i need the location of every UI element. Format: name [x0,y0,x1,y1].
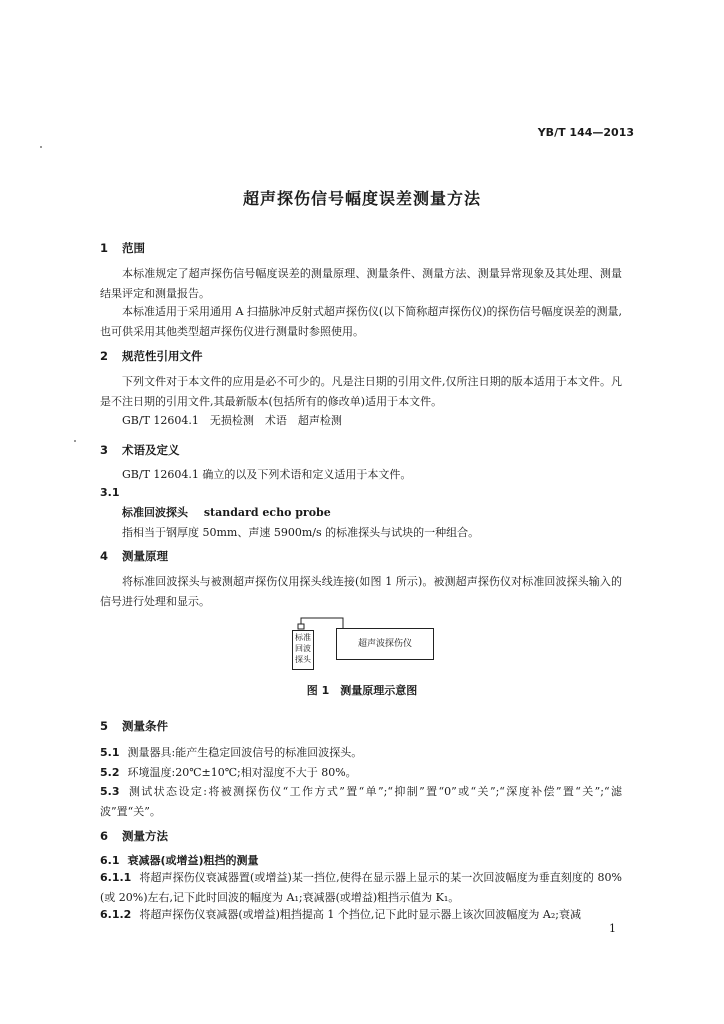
clause-6-1-2-text: 将超声探伤仪衰减器(或增益)粗挡提高 1 个挡位,记下此时显示器上该次回波幅度为 A₂;衰减 [139,908,581,921]
clause-5-3 [100,782,622,822]
standard-number: YB/T 144—2013 [537,126,634,139]
section-5-title: 测量条件 [122,719,168,733]
section-5-number: 5 [100,719,109,733]
clause-6-1-number: 6.1 [100,854,120,867]
clause-5-3-text: 测试状态设定:将被测探伤仪“工作方式”置“单”;“抑制”置“0”或“关”;“深度补偿”置“关”;“滤波”置“关”。 [100,785,622,818]
section-4-number: 4 [100,549,109,563]
section-4-heading [100,548,168,564]
term-3-1-number: 3.1 [100,486,120,499]
clause-6-1-2 [100,906,622,922]
clause-6-1-1-text: 将超声探伤仪衰减器置(或增益)某一挡位,使得在显示器上显示的某一次回波幅度为垂直刻度的 80%(或 20%)左右,记下此时回波的幅度为 A₁;衰减器(或增益)粗挡示值为 K₁。 [100,871,622,904]
section-3-heading [100,442,180,458]
section-3-title: 术语及定义 [122,443,180,457]
section-1-heading [100,240,145,256]
clause-5-2 [100,764,357,780]
ultrasonic-flaw-detector-box: 超声波探伤仪 [336,628,434,660]
clause-5-2-text: 环境温度:20℃±10℃;相对湿度不大于 80%。 [127,766,357,779]
section-1-paragraph-1: 本标准规定了超声探伤信号幅度误差的测量原理、测量条件、测量方法、测量异常现象及其处理、测量结果评定和测量报告。 [100,267,622,300]
clause-6-1-1 [100,868,622,908]
clause-6-1-1-number: 6.1.1 [100,871,132,884]
clause-6-1-heading [100,852,259,868]
section-2-paragraph-1: 下列文件对于本文件的应用是必不可少的。凡是注日期的引用文件,仅所注日期的版本适用于本文件。凡是不注日期的引用文件,其最新版本(包括所有的修改单)适用于本文件。 [100,375,622,408]
scan-speck [40,146,42,148]
standard-echo-probe-box: 标准回波探头 [292,630,314,670]
clause-5-1 [100,744,362,760]
section-1-number: 1 [100,241,109,255]
clause-5-1-number: 5.1 [100,746,120,759]
section-2-heading [100,348,203,364]
document-title: 超声探伤信号幅度误差测量方法 [242,189,481,208]
term-3-1-name [122,504,331,520]
section-6-number: 6 [100,829,109,843]
term-3-1-english: standard echo probe [203,506,331,519]
term-3-1-chinese: 标准回波探头 [122,506,188,519]
section-3-paragraph: GB/T 12604.1 确立的以及下列术语和定义适用于本文件。 [122,468,412,481]
section-1-title: 范围 [122,241,145,255]
section-4-paragraph: 将标准回波探头与被测超声探伤仪用探头线连接(如图 1 所示)。被测超声探伤仪对标准回波探头输入的信号进行处理和显示。 [100,575,622,608]
clause-5-1-text: 测量器具:能产生稳定回波信号的标准回波探头。 [127,746,363,759]
clause-5-3-number: 5.3 [100,785,120,798]
section-2-title: 规范性引用文件 [122,349,203,363]
section-2-number: 2 [100,349,109,363]
clause-6-1-title: 衰减器(或增益)粗挡的测量 [127,854,259,867]
section-4-title: 测量原理 [122,549,168,563]
section-6-heading [100,828,168,844]
scan-speck [74,440,76,442]
section-6-title: 测量方法 [122,829,168,843]
clause-5-2-number: 5.2 [100,766,120,779]
term-3-1-definition: 指相当于钢厚度 50mm、声速 5900m/s 的标准探头与试块的一种组合。 [122,526,480,539]
section-5-heading [100,718,168,734]
section-1-paragraph-2: 本标准适用于采用通用 A 扫描脉冲反射式超声探伤仪(以下简称超声探伤仪)的探伤信号幅度误差的测量,也可供采用其他类型超声探伤仪进行测量时参照使用。 [100,305,623,338]
clause-6-1-2-number: 6.1.2 [100,908,132,921]
section-3-number: 3 [100,443,109,457]
page-number: 1 [609,922,616,935]
section-2-reference: GB/T 12604.1 无损检测 术语 超声检测 [122,414,342,427]
figure-1-caption: 图 1 测量原理示意图 [306,684,418,697]
figure-1 [288,616,438,676]
